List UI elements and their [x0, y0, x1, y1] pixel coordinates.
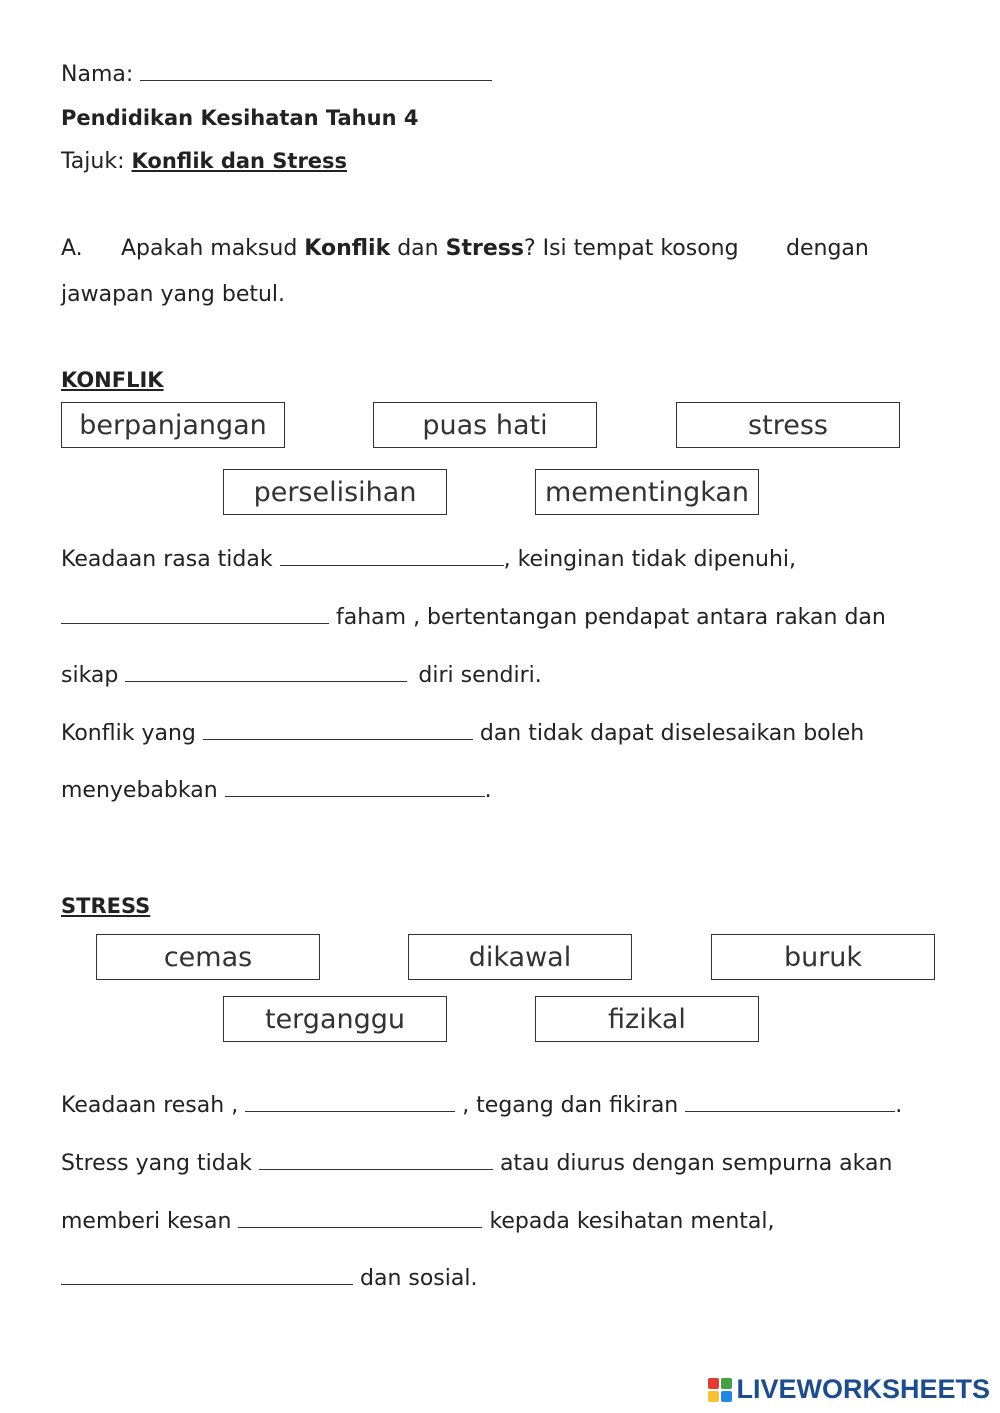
konflik-text-5b: .: [484, 778, 492, 803]
word-box-terganggu[interactable]: terganggu: [223, 996, 447, 1042]
question-stress-word: Stress: [445, 236, 524, 261]
stress-text-3b: kepada kesihatan mental,: [489, 1209, 775, 1234]
konflik-text-4a: Konflik yang: [61, 721, 196, 746]
stress-text-1b: , tegang dan fikiran: [462, 1093, 679, 1118]
konflik-blank-5[interactable]: [225, 778, 485, 797]
topic-row: [61, 149, 347, 174]
stress-blank-1[interactable]: [245, 1093, 455, 1112]
subject-title: Pendidikan Kesihatan Tahun 4: [61, 106, 419, 130]
word-box-perselisihan[interactable]: perselisihan: [223, 469, 447, 515]
name-input[interactable]: [140, 62, 492, 81]
stress-sentence-2: [61, 1151, 892, 1176]
word-box-mementingkan[interactable]: mementingkan: [535, 469, 759, 515]
topic-label: Tajuk:: [61, 149, 125, 174]
stress-text-2b: atau diurus dengan sempurna akan: [499, 1151, 893, 1176]
stress-blank-5[interactable]: [61, 1266, 353, 1285]
konflik-sentence-3: [61, 663, 542, 688]
logo-text: LIVEWORKSHEETS: [736, 1374, 990, 1404]
stress-blank-3[interactable]: [259, 1151, 493, 1170]
konflik-blank-1[interactable]: [280, 547, 504, 566]
name-label: Nama:: [61, 62, 134, 87]
konflik-text-5a: menyebabkan: [61, 778, 218, 803]
konflik-sentence-1: [61, 547, 796, 572]
stress-blank-2[interactable]: [685, 1093, 895, 1112]
konflik-text-1b: , keinginan tidak dipenuhi,: [503, 547, 797, 572]
stress-sentence-1: [61, 1093, 902, 1118]
question-number: A.: [61, 236, 83, 261]
konflik-text-3a: sikap: [61, 663, 119, 688]
konflik-sentence-5: [61, 778, 492, 803]
stress-text-1a: Keadaan resah ,: [61, 1093, 239, 1118]
logo-square-yellow: [708, 1391, 719, 1402]
question-text-1: Apakah maksud: [121, 236, 298, 261]
question-text-3: ? Isi tempat kosong: [523, 236, 739, 261]
liveworksheets-logo[interactable]: [708, 1374, 990, 1405]
logo-square-red: [708, 1378, 719, 1389]
konflik-sentence-4: [61, 721, 864, 746]
word-box-fizikal[interactable]: fizikal: [535, 996, 759, 1042]
word-box-puas-hati[interactable]: puas hati: [373, 402, 597, 448]
konflik-heading: KONFLIK: [61, 368, 164, 392]
question-konflik-word: Konflik: [304, 236, 391, 261]
konflik-text-3b: diri sendiri.: [418, 663, 542, 688]
word-box-buruk[interactable]: buruk: [711, 934, 935, 980]
konflik-blank-4[interactable]: [203, 721, 473, 740]
question-text-4: dengan: [786, 236, 869, 261]
logo-square-blue: [721, 1391, 732, 1402]
question-line-2: jawapan yang betul.: [61, 282, 286, 307]
logo-square-green: [721, 1378, 732, 1389]
stress-heading: STRESS: [61, 894, 151, 918]
stress-text-4a: dan sosial.: [360, 1266, 478, 1291]
name-row: [61, 62, 492, 87]
konflik-text-4b: dan tidak dapat diselesaikan boleh: [479, 721, 865, 746]
topic-title: Konflik dan Stress: [131, 149, 348, 173]
stress-sentence-4: [61, 1266, 477, 1291]
word-box-stress[interactable]: stress: [676, 402, 900, 448]
word-box-cemas[interactable]: cemas: [96, 934, 320, 980]
konflik-text-2a: faham , bertentangan pendapat antara rakan dan: [336, 605, 886, 630]
stress-sentence-3: [61, 1209, 774, 1234]
stress-text-2a: Stress yang tidak: [61, 1151, 252, 1176]
question-text-2: dan: [397, 236, 439, 261]
konflik-sentence-2: [61, 605, 886, 630]
word-box-berpanjangan[interactable]: berpanjangan: [61, 402, 285, 448]
stress-blank-4[interactable]: [238, 1209, 482, 1228]
stress-text-1c: .: [895, 1093, 903, 1118]
stress-text-3a: memberi kesan: [61, 1209, 232, 1234]
question-line-1: [61, 236, 739, 261]
konflik-blank-2[interactable]: [61, 605, 329, 624]
konflik-text-1a: Keadaan rasa tidak: [61, 547, 273, 572]
logo-squares-icon: [708, 1378, 732, 1402]
word-box-dikawal[interactable]: dikawal: [408, 934, 632, 980]
konflik-blank-3[interactable]: [125, 663, 407, 682]
